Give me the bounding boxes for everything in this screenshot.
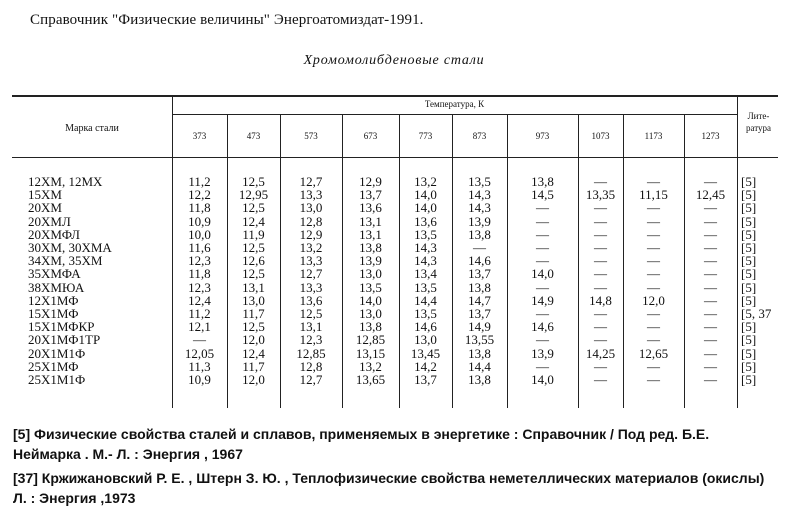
literature-column-rule: [737, 95, 738, 408]
table-cell: 12,5: [242, 240, 265, 255]
table-cell: 13,2: [359, 359, 382, 374]
table-cell: —: [704, 200, 717, 215]
table-cell: 13,0: [414, 332, 437, 347]
table-cell: 13,8: [359, 319, 382, 334]
table-cell: 13,5: [414, 227, 437, 242]
table-cell: —: [536, 214, 549, 229]
table-cell: —: [704, 332, 717, 347]
table-cell: —: [536, 359, 549, 374]
table-cell: —: [193, 332, 206, 347]
table-cell: 13,0: [359, 266, 382, 281]
table-cell: 13,5: [414, 280, 437, 295]
table-cell: —: [647, 253, 660, 268]
table-cell: 11,15: [639, 187, 668, 202]
table-cell: 13,5: [359, 280, 382, 295]
literature-ref: [5]: [741, 240, 757, 255]
table-cell: 13,7: [468, 306, 491, 321]
table-cell: 11,7: [242, 306, 265, 321]
table-cell: 13,0: [359, 306, 382, 321]
table-cell: 12,3: [188, 280, 211, 295]
table-cell: 14,0: [414, 187, 437, 202]
literature-ref: [5]: [741, 280, 757, 295]
table-cell: 13,1: [299, 319, 323, 334]
table-cell: 13,7: [359, 187, 382, 202]
table-cell: —: [536, 240, 549, 255]
table-cell: —: [536, 280, 549, 295]
table-cell: 13,1: [242, 280, 265, 295]
table-cell: 13,45: [410, 346, 441, 361]
table-cell: 13,55: [464, 332, 495, 347]
steel-grade: 15ХМ: [28, 187, 62, 202]
table-cell: 12,8: [299, 214, 323, 229]
table-cell: 14,6: [468, 253, 491, 268]
table-cell: 13,8: [468, 280, 491, 295]
table-cell: 14,0: [531, 266, 554, 281]
literature-ref: [5]: [741, 253, 757, 268]
temperature-col-header: 373: [192, 131, 207, 141]
table-cell: —: [536, 306, 549, 321]
literature-ref: [5]: [741, 187, 757, 202]
table-cell: 11,3: [188, 359, 211, 374]
table-cell: 12,7: [299, 174, 323, 189]
table-cell: 13,0: [299, 200, 323, 215]
table-cell: —: [704, 253, 717, 268]
table-cell: —: [704, 359, 717, 374]
table-cell: 13,5: [468, 174, 491, 189]
table-cell: —: [704, 240, 717, 255]
table-cell: 12,4: [188, 293, 211, 308]
steel-grade: 20ХМ: [28, 200, 62, 215]
table-cell: 12,5: [299, 306, 323, 321]
table-cell: 13,8: [468, 227, 491, 242]
table-cell: 12,8: [299, 359, 323, 374]
table-cell: —: [594, 227, 607, 242]
table-cell: —: [594, 200, 607, 215]
table-cell: 12,85: [355, 332, 386, 347]
table-cell: 12,5: [242, 266, 265, 281]
table-cell: —: [704, 346, 717, 361]
steel-grade: 34ХМ, 35ХМ: [28, 253, 103, 268]
table-cell: —: [647, 227, 660, 242]
temperature-col-header: 973: [535, 131, 550, 141]
table-caption: Хромомолибденовые стали: [303, 53, 485, 68]
reference-37: [37] Кржижановский Р. Е. , Штерн З. Ю. , Теплофизические свойства неметеллических материалов (окислы) Л. : Энергия ,1973: [13, 470, 765, 506]
table-cell: —: [647, 240, 660, 255]
table-cell: 13,3: [299, 253, 323, 268]
table-cell: —: [594, 372, 607, 387]
literature-ref: [5]: [741, 174, 757, 189]
table-cell: —: [536, 332, 549, 347]
table-cell: 13,35: [585, 187, 616, 202]
table-cell: 11,9: [242, 227, 265, 242]
temperature-header-rule: [172, 114, 737, 115]
table-cell: 13,8: [468, 346, 491, 361]
table-cell: —: [704, 280, 717, 295]
literature-ref: [5]: [741, 319, 757, 334]
table-cell: 13,8: [531, 174, 554, 189]
table-cell: —: [704, 306, 717, 321]
table-cell: 12,45: [695, 187, 726, 202]
table-top-rule: [12, 95, 778, 97]
temperature-col-header: 1173: [644, 131, 663, 141]
table-cell: 11,2: [188, 306, 211, 321]
table-cell: —: [473, 240, 486, 255]
literature-ref: [5]: [741, 266, 757, 281]
table-cell: 12,5: [242, 174, 265, 189]
literature-ref: [5]: [741, 200, 757, 215]
table-cell: 14,9: [468, 319, 491, 334]
table-cell: 12,0: [242, 332, 265, 347]
table-cell: 14,4: [468, 359, 491, 374]
table-cell: 12,05: [184, 346, 215, 361]
table-cell: 10,9: [188, 372, 211, 387]
table-cell: 11,2: [188, 174, 211, 189]
table-cell: —: [594, 253, 607, 268]
steel-grade: 35ХМФА: [28, 266, 81, 281]
table-cell: 13,3: [299, 280, 323, 295]
table-cell: —: [647, 332, 660, 347]
table-cell: 11,6: [188, 240, 211, 255]
table-cell: 13,9: [531, 346, 554, 361]
table-cell: 13,6: [299, 293, 323, 308]
literature-ref: [5, 37: [741, 306, 772, 321]
temperature-col-header: 773: [418, 131, 433, 141]
table-cell: —: [647, 214, 660, 229]
literature-header-line2: ратура: [745, 123, 772, 133]
table-cell: 13,4: [414, 266, 437, 281]
table-cell: 14,3: [414, 253, 437, 268]
steel-grade: 20ХМФЛ: [28, 227, 80, 242]
table-cell: 10,0: [188, 227, 211, 242]
table-cell: —: [594, 214, 607, 229]
table-cell: 13,8: [359, 240, 382, 255]
table-cell: 14,8: [589, 293, 612, 308]
table-cell: 11,7: [242, 359, 265, 374]
table-cell: 12,6: [242, 253, 265, 268]
steel-grade: 38ХМЮА: [28, 280, 85, 295]
table-cell: —: [594, 280, 607, 295]
table-cell: —: [647, 359, 660, 374]
steel-grade: 12ХМ, 12МХ: [28, 174, 103, 189]
literature-header-line1: Лите-: [747, 111, 770, 121]
table-cell: 13,8: [468, 372, 491, 387]
literature-ref: [5]: [741, 214, 757, 229]
table-cell: —: [704, 227, 717, 242]
table-cell: 13,65: [355, 372, 386, 387]
table-cell: —: [647, 306, 660, 321]
table-cell: —: [647, 174, 660, 189]
table-cell: —: [704, 372, 717, 387]
steel-grade: 15Х1МФ: [28, 306, 79, 321]
table-cell: 12,3: [299, 332, 323, 347]
table-cell: 14,0: [359, 293, 382, 308]
table-cell: 14,3: [414, 240, 437, 255]
literature-ref: [5]: [741, 372, 757, 387]
literature-ref: [5]: [741, 332, 757, 347]
table-cell: 14,3: [468, 187, 491, 202]
table-cell: 14,9: [531, 293, 554, 308]
table-cell: —: [594, 306, 607, 321]
literature-ref: [5]: [741, 227, 757, 242]
table-cell: 11,8: [188, 266, 211, 281]
literature-ref: [5]: [741, 293, 757, 308]
table-cell: —: [704, 266, 717, 281]
table-cell: 14,2: [414, 359, 437, 374]
table-cell: 14,0: [414, 200, 437, 215]
literature-ref: [5]: [741, 346, 757, 361]
steel-grade: 20Х1М1Ф: [28, 346, 86, 361]
table-cell: —: [647, 319, 660, 334]
header-title: Справочник "Физические величины" Энергоатомиздат-1991.: [30, 12, 424, 28]
table-cell: —: [594, 332, 607, 347]
temperature-col-header: 1273: [701, 131, 720, 141]
table-cell: —: [594, 319, 607, 334]
table-cell: 13,15: [355, 346, 386, 361]
table-cell: —: [536, 227, 549, 242]
table-cell: 13,2: [414, 174, 437, 189]
table-cell: 11,8: [188, 200, 211, 215]
table-cell: 12,85: [296, 346, 326, 361]
table-cell: 13,7: [468, 266, 491, 281]
temperature-col-header: 473: [246, 131, 261, 141]
grade-header: Марка стали: [65, 123, 119, 134]
table-cell: —: [594, 174, 607, 189]
table-cell: 13,1: [359, 227, 382, 242]
table-cell: 13,0: [242, 293, 265, 308]
table-cell: 10,9: [188, 214, 211, 229]
table-cell: 14,3: [468, 200, 491, 215]
table-cell: 12,9: [299, 227, 323, 242]
table-cell: 12,2: [188, 187, 211, 202]
table-cell: 12,4: [242, 346, 265, 361]
reference-5: [5] Физические свойства сталей и сплавов, применяемых в энергетике : Справочник / Под ред. Б.Е. Неймарка . М.- Л. : Энергия , 1967: [13, 426, 710, 462]
steel-grade: 12Х1МФ: [28, 293, 79, 308]
table-cell: —: [647, 280, 660, 295]
table-cell: —: [594, 359, 607, 374]
temperature-col-header: 1073: [591, 131, 610, 141]
temperature-col-header: 573: [304, 131, 318, 141]
table-cell: 12,9: [359, 174, 382, 189]
table-cell: —: [594, 240, 607, 255]
table-cell: 13,6: [414, 214, 437, 229]
table-cell: 12,0: [242, 372, 265, 387]
table-cell: 13,9: [468, 214, 491, 229]
table-cell: 14,25: [585, 346, 616, 361]
table-cell: 14,0: [531, 372, 554, 387]
table-cell: 14,4: [414, 293, 437, 308]
table-cell: 13,3: [299, 187, 323, 202]
table-cell: —: [704, 214, 717, 229]
table-cell: 12,7: [299, 372, 323, 387]
table-cell: —: [594, 266, 607, 281]
temperature-col-header: 673: [363, 131, 378, 141]
table-cell: 13,2: [299, 240, 323, 255]
table-cell: 12,0: [642, 293, 665, 308]
steel-grade: 30ХМ, 30ХМА: [28, 240, 112, 255]
table-cell: 14,7: [468, 293, 491, 308]
table-cell: 14,6: [531, 319, 554, 334]
table-cell: —: [704, 319, 717, 334]
header-bottom-rule: [12, 157, 778, 158]
table-cell: 13,9: [359, 253, 382, 268]
table-cell: —: [704, 293, 717, 308]
table-cell: 12,4: [242, 214, 265, 229]
temperature-col-header: 873: [472, 131, 487, 141]
steel-grade: 25Х1МФ: [28, 359, 79, 374]
steel-grade: 15Х1МФКР: [28, 319, 95, 334]
table-cell: 12,65: [638, 346, 669, 361]
table-cell: 12,5: [242, 319, 265, 334]
table-cell: —: [536, 253, 549, 268]
steel-grade: 20Х1МФ1ТР: [28, 332, 101, 347]
table-cell: —: [647, 372, 660, 387]
table-cell: 14,5: [531, 187, 554, 202]
table-cell: —: [647, 200, 660, 215]
table-cell: —: [536, 200, 549, 215]
data-table: [12, 95, 778, 408]
table-cell: 14,6: [414, 319, 437, 334]
temperature-header: Температура, К: [424, 99, 485, 109]
table-cell: 12,3: [188, 253, 211, 268]
table-cell: 13,6: [359, 200, 382, 215]
table-cell: —: [704, 174, 717, 189]
table-cell: 13,5: [414, 306, 437, 321]
table-cell: 12,5: [242, 200, 265, 215]
table-cell: 12,7: [299, 266, 323, 281]
table-cell: 13,7: [414, 372, 437, 387]
steel-grade: 20ХМЛ: [28, 214, 71, 229]
table-cell: 13,1: [359, 214, 382, 229]
table-cell: 12,95: [238, 187, 269, 202]
table-cell: —: [647, 266, 660, 281]
steel-grade: 25Х1М1Ф: [28, 372, 86, 387]
literature-ref: [5]: [741, 359, 757, 374]
table-cell: 12,1: [188, 319, 211, 334]
